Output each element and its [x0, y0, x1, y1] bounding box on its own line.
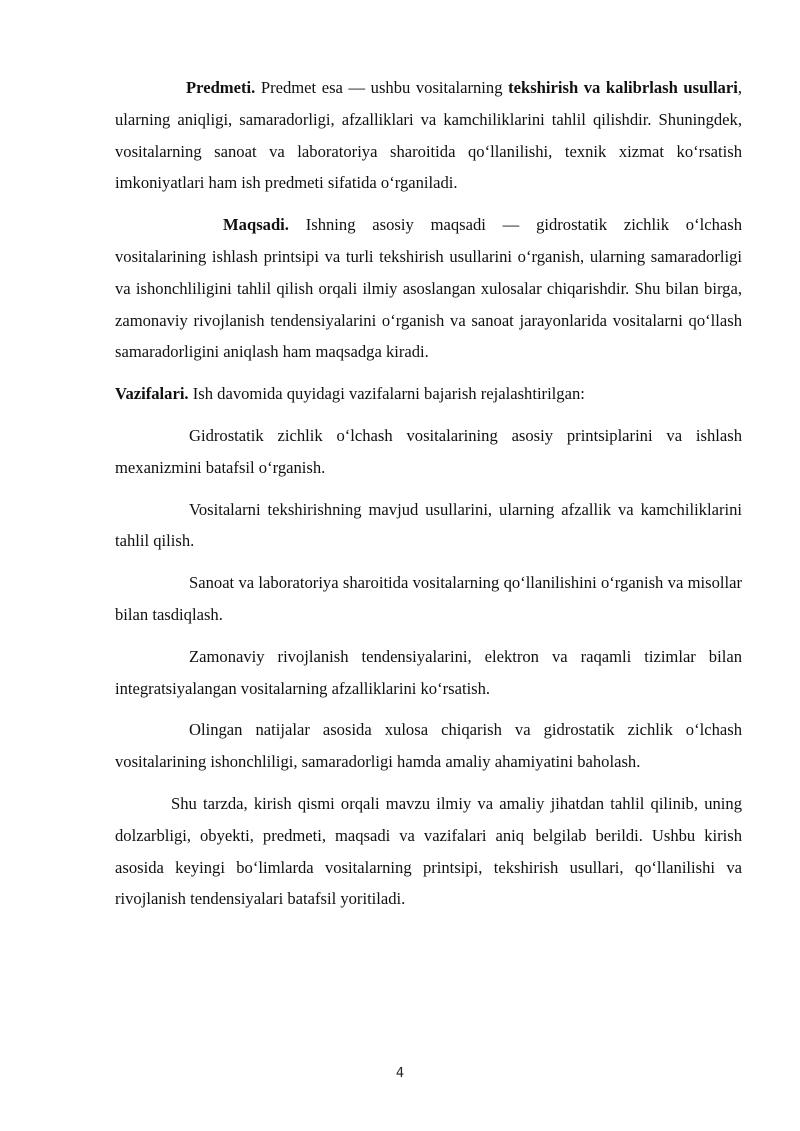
- task-item-4: Zamonaviy rivojlanish tendensiyalarini, elektron va raqamli tizimlar bilan integratsiyalangan vositalarning afzalliklarini ko‘rsatish.: [115, 646, 742, 698]
- page-number: 4: [395, 1066, 405, 1081]
- predmeti-bold-phrase: tekshirish va kalibrlash usullari: [508, 78, 738, 97]
- vazifalari-text: Ish davomida quyidagi vazifalarni bajarish rejalashtirilgan:: [188, 384, 585, 404]
- vazifalari-heading: Vazifalari.: [115, 384, 189, 404]
- summary-paragraph: Shu tarzda, kirish qismi orqali mavzu ilmiy va amaliy jihatdan tahlil qilinib, uning dolzarbligi, obyekti, predmeti, maqsadi va vazifalari aniq belgilab berildi. Ushbu kirish asosida keyingi bo‘limlarda vositalarning printsipi, tekshirish usullari, qo‘llanilishi va rivojlanish tendensiyalari batafsil yoritiladi.: [115, 793, 742, 909]
- predmeti-heading: Predmeti.: [186, 78, 256, 97]
- predmeti-text-2: , ularning aniqligi, samaradorligi, afzalliklari va kamchiliklarini tahlil qilishdir. Shuningdek, vositalarning sanoat va laboratoriya sharoitida qo‘llanilishi, texnik xizmat ko‘rsatish imkoniyatlari ham ish predmeti sifatida o‘rganiladi.: [115, 78, 742, 193]
- task-item-1: Gidrostatik zichlik o‘lchash vositalarining asosiy printsiplarini va ishlash mexanizmini batafsil o‘rganish.: [115, 425, 742, 477]
- task-item-5: Olingan natijalar asosida xulosa chiqarish va gidrostatik zichlik o‘lchash vositalarining ishonchliligi, samaradorligi hamda amaliy ahamiyatini baholash.: [115, 720, 742, 772]
- task-item-2: Vositalarni tekshirishning mavjud usullarini, ularning afzallik va kamchiliklarini tahlil qilish.: [115, 499, 742, 551]
- maqsadi-paragraph: [115, 209, 742, 368]
- vazifalari-paragraph: [115, 378, 742, 410]
- task-item-3: Sanoat va laboratoriya sharoitida vositalarning qo‘llanilishini o‘rganish va misollar bilan tasdiqlash.: [115, 573, 742, 624]
- document-page: [115, 72, 742, 915]
- predmeti-paragraph: [115, 72, 742, 199]
- maqsadi-heading: Maqsadi.: [223, 215, 289, 235]
- maqsadi-text: Ishning asosiy maqsadi — gidrostatik zichlik o‘lchash vositalarining ishlash printsipi va turli tekshirish usullarini o‘rganish, ularning samaradorligi va ishonchliligini tahlil qilish orqali ilmiy asoslangan xulosalar chiqarishdir. Shu bilan birga, zamonaviy rivojlanish tendensiyalarini o‘rganish va sanoat jarayonlarida vositalarni qo‘llash samaradorligini aniqlash ham maqsadga kiradi.: [115, 215, 742, 362]
- predmeti-text-1: Predmet esa — ushbu vositalarning: [255, 78, 509, 97]
